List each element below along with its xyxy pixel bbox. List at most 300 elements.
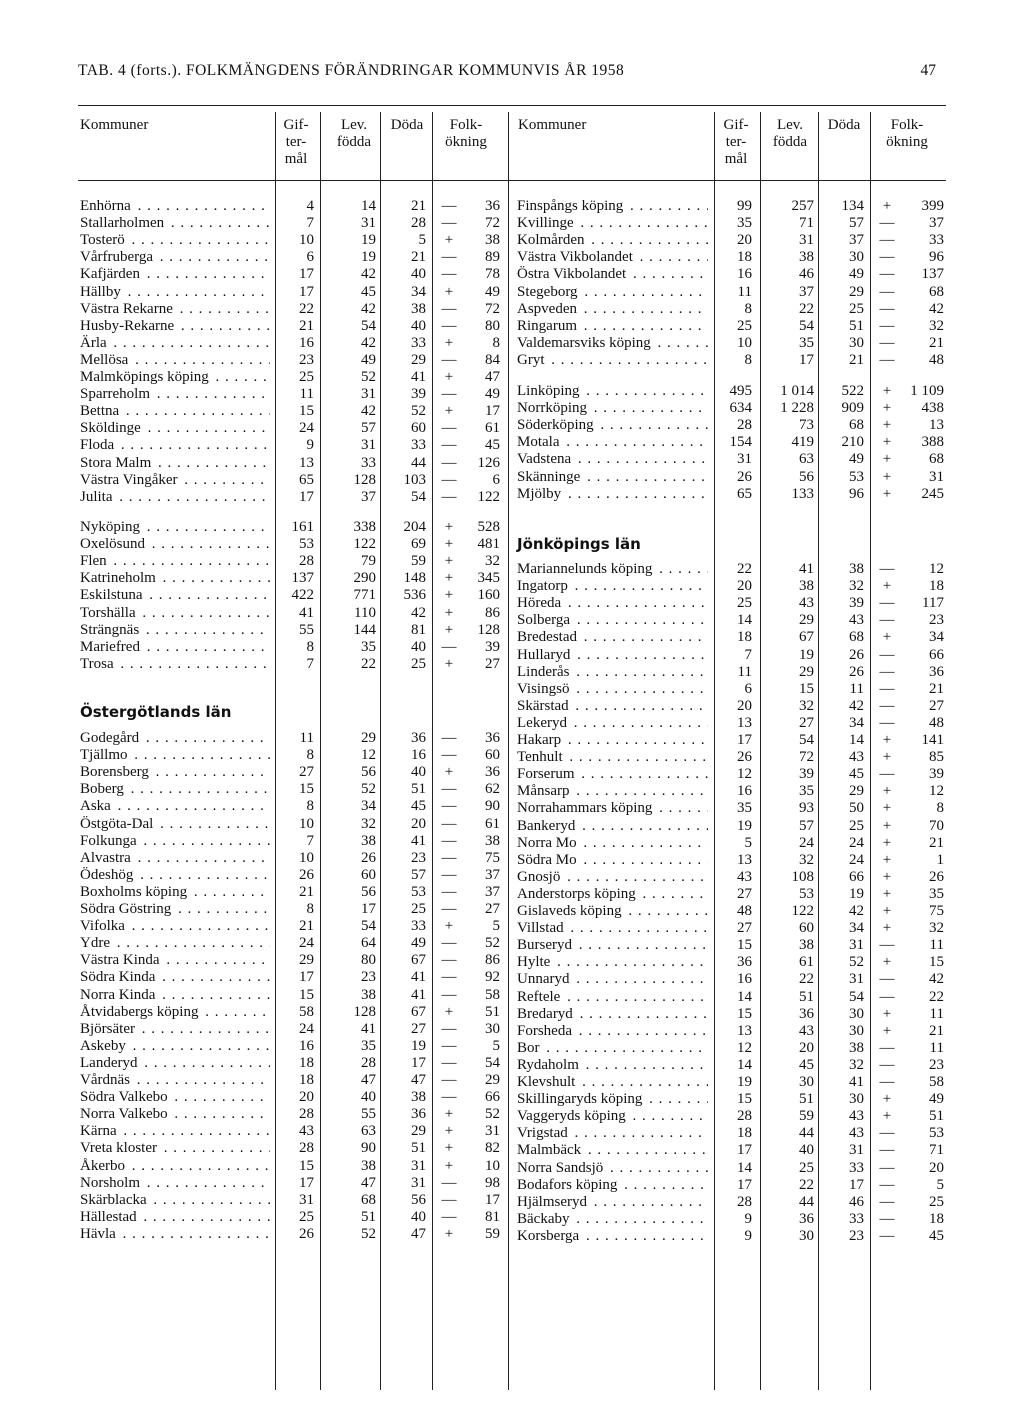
doda-value: 57: [411, 866, 426, 883]
folkokning-value: 1 109: [910, 383, 944, 399]
folkokning-value: 30: [485, 1020, 500, 1037]
folkokning-value: 117: [922, 595, 944, 612]
giftermal-value: 25: [737, 317, 752, 334]
levfodda-value: 12: [361, 747, 376, 764]
giftermal-value: 10: [299, 815, 314, 832]
folkokning-value: 438: [921, 400, 944, 417]
municipality-name: [80, 918, 270, 935]
municipality-label: Hällby: [80, 283, 121, 300]
giftermal-value: 14: [737, 1056, 752, 1073]
giftermal-value: 8: [306, 798, 314, 815]
doda-value: 42: [849, 903, 864, 919]
municipality-name: [517, 249, 708, 266]
municipality-name: [80, 284, 270, 301]
levfodda-value: 25: [799, 1159, 814, 1176]
giftermal-value: 9: [306, 437, 314, 454]
folkokning-value: 80: [485, 317, 500, 334]
doda-value: 39: [849, 595, 864, 612]
levfodda-value: 19: [361, 232, 376, 249]
municipality-label: Malmköpings köping: [80, 369, 209, 385]
change-sign: —: [441, 386, 457, 403]
levfodda-value: 38: [799, 578, 814, 595]
folkokning-value: 13: [929, 417, 944, 434]
municipality-name: [80, 1106, 270, 1123]
doda-value: 43: [849, 749, 864, 766]
change-sign: —: [879, 1193, 895, 1210]
folkokning-value: 39: [929, 766, 944, 783]
doda-value: 67: [411, 952, 426, 969]
doda-value: 11: [849, 680, 864, 697]
doda-value: 52: [849, 954, 864, 971]
change-sign: —: [879, 1074, 895, 1090]
col-kommuner-left: Kommuner: [80, 117, 149, 133]
change-sign: +: [882, 903, 892, 919]
doda-value: 50: [849, 800, 864, 817]
folkokning-value: 45: [929, 1227, 944, 1244]
levfodda-value: 54: [361, 918, 376, 935]
doda-value: 21: [411, 198, 426, 214]
doda-value: 204: [403, 519, 426, 535]
folkokning-value: 51: [485, 1003, 500, 1020]
giftermal-value: 17: [299, 1174, 314, 1191]
municipality-name: [80, 198, 270, 215]
levfodda-value: 38: [361, 1157, 376, 1174]
levfodda-value: 29: [361, 730, 376, 746]
municipality-label: Skänninge: [517, 468, 581, 485]
levfodda-value: 39: [799, 766, 814, 783]
municipality-label: Enhörna: [80, 198, 131, 214]
folkokning-value: 31: [485, 1123, 500, 1140]
change-sign: —: [879, 714, 895, 731]
folkokning-value: 388: [921, 434, 944, 451]
giftermal-value: 16: [737, 783, 752, 800]
doda-value: 49: [849, 266, 864, 283]
levfodda-value: 49: [361, 351, 376, 368]
municipality-label: Åkerbo: [80, 1157, 125, 1174]
giftermal-value: 8: [744, 351, 752, 368]
levfodda-value: 51: [799, 1091, 814, 1108]
giftermal-value: 15: [299, 1157, 314, 1174]
folkokning-value: 18: [929, 578, 944, 595]
giftermal-value: 23: [299, 351, 314, 368]
municipality-name: [517, 561, 708, 578]
change-sign: +: [882, 468, 892, 485]
change-sign: +: [882, 1022, 892, 1039]
doda-value: 46: [849, 1193, 864, 1210]
levfodda-value: 35: [361, 1037, 376, 1054]
giftermal-value: 18: [737, 629, 752, 646]
municipality-name: [517, 1057, 708, 1074]
divider: [508, 112, 509, 1390]
levfodda-value: 43: [799, 1022, 814, 1039]
folkokning-value: 141: [921, 732, 944, 748]
change-sign: +: [444, 1123, 454, 1140]
change-sign: +: [882, 954, 892, 971]
municipality-label: Åtvidabergs köping: [80, 1003, 199, 1020]
levfodda-value: 110: [354, 604, 376, 621]
folkokning-value: 12: [929, 783, 944, 800]
municipality-name: [517, 1228, 708, 1245]
doda-value: 41: [411, 369, 426, 385]
levfodda-value: 290: [353, 570, 376, 587]
municipality-label: Björsäter: [80, 1020, 135, 1037]
municipality-name: [80, 1209, 270, 1226]
change-sign: —: [879, 266, 895, 283]
change-sign: —: [441, 1054, 457, 1071]
doda-value: 39: [411, 386, 426, 403]
levfodda-value: 47: [361, 1072, 376, 1088]
municipality-name: [80, 232, 270, 249]
giftermal-value: 21: [299, 317, 314, 334]
giftermal-value: 35: [737, 215, 752, 232]
municipality-label: Mariefred: [80, 638, 140, 655]
doda-value: 47: [411, 1225, 426, 1242]
folkokning-value: 58: [929, 1074, 944, 1090]
change-sign: —: [879, 680, 895, 697]
doda-value: 25: [411, 901, 426, 917]
levfodda-value: 60: [799, 920, 814, 937]
municipality-name: [80, 318, 270, 335]
levfodda-value: 67: [799, 629, 814, 646]
levfodda-value: 64: [361, 935, 376, 952]
doda-value: 31: [849, 1142, 864, 1159]
divider: [432, 112, 433, 1390]
folkokning-value: 84: [485, 351, 500, 368]
municipality-name: [517, 318, 708, 335]
municipality-label: Boxholms köping: [80, 883, 188, 900]
municipality-name: [80, 798, 270, 815]
folkokning-value: 36: [485, 764, 500, 781]
municipality-label: Villstad: [517, 920, 564, 937]
levfodda-value: 32: [361, 815, 376, 832]
doda-value: 26: [849, 646, 864, 663]
doda-value: 134: [841, 198, 864, 214]
giftermal-value: 6: [744, 680, 752, 697]
doda-value: 25: [849, 817, 864, 834]
municipality-name: [80, 656, 270, 673]
municipality-name: [517, 954, 708, 971]
doda-value: 38: [849, 561, 864, 577]
doda-value: 19: [849, 885, 864, 902]
giftermal-value: 18: [737, 1125, 752, 1142]
municipality-label: Folkunga: [80, 832, 137, 849]
municipality-name: [517, 215, 708, 232]
levfodda-value: 32: [799, 697, 814, 714]
folkokning-value: 48: [929, 351, 944, 368]
giftermal-value: 25: [737, 595, 752, 612]
giftermal-value: 17: [299, 283, 314, 300]
doda-value: 59: [411, 553, 426, 570]
divider: [818, 112, 819, 1390]
municipality-name: [80, 570, 270, 587]
municipality-label: Ödeshög: [80, 866, 134, 883]
change-sign: —: [441, 300, 457, 317]
municipality-label: Katrineholm: [80, 570, 156, 587]
folkokning-value: 399: [921, 198, 944, 214]
folkokning-value: 32: [929, 317, 944, 334]
municipality-label: Ärla: [80, 334, 107, 351]
municipality-label: Vårdnäs: [80, 1072, 130, 1088]
levfodda-value: 30: [799, 1074, 814, 1090]
folkokning-value: 8: [936, 800, 944, 817]
giftermal-value: 25: [299, 1208, 314, 1225]
folkokning-value: 61: [485, 420, 500, 437]
giftermal-value: 11: [299, 386, 314, 403]
giftermal-value: 53: [299, 536, 314, 553]
giftermal-value: 24: [299, 420, 314, 437]
change-sign: +: [444, 918, 454, 935]
municipality-label: Solberga: [517, 612, 571, 629]
levfodda-value: 59: [799, 1108, 814, 1125]
page-number: 47: [920, 62, 936, 79]
folkokning-value: 31: [929, 468, 944, 485]
giftermal-value: 24: [299, 1020, 314, 1037]
giftermal-value: 21: [299, 883, 314, 900]
folkokning-value: 29: [485, 1072, 500, 1088]
doda-value: 29: [849, 783, 864, 800]
giftermal-value: 11: [299, 730, 314, 746]
municipality-name: [80, 335, 270, 352]
change-sign: —: [441, 986, 457, 1003]
doda-value: 40: [411, 266, 426, 283]
doda-value: 96: [849, 485, 864, 502]
levfodda-value: 38: [799, 249, 814, 266]
folkokning-value: 81: [485, 1208, 500, 1225]
folkokning-value: 68: [929, 451, 944, 468]
giftermal-value: 13: [299, 454, 314, 471]
municipality-label: Östgöta-Dal: [80, 815, 154, 832]
folkokning-value: 23: [929, 612, 944, 629]
giftermal-value: 27: [737, 885, 752, 902]
municipality-label: Burseryd: [517, 937, 572, 954]
giftermal-value: 15: [299, 986, 314, 1003]
doda-value: 31: [849, 937, 864, 954]
change-sign: +: [882, 629, 892, 646]
change-sign: —: [879, 1210, 895, 1227]
doda-value: 24: [849, 851, 864, 868]
folkokning-value: 27: [485, 655, 500, 672]
folkokning-value: 37: [929, 215, 944, 232]
municipality-name: [80, 437, 270, 454]
municipality-label: Boberg: [80, 781, 124, 798]
col-folkokning-left: Folk- ökning: [445, 117, 487, 150]
folkokning-value: 26: [929, 868, 944, 885]
levfodda-value: 54: [361, 317, 376, 334]
doda-value: 26: [849, 663, 864, 680]
municipality-name: [80, 1123, 270, 1140]
change-sign: —: [441, 935, 457, 952]
change-sign: +: [444, 764, 454, 781]
change-sign: —: [879, 595, 895, 612]
municipality-name: [517, 284, 708, 301]
folkokning-value: 27: [929, 697, 944, 714]
change-sign: +: [444, 369, 454, 385]
doda-value: 34: [411, 283, 426, 300]
municipality-label: Sköldinge: [80, 420, 141, 437]
municipality-label: Hylte: [517, 954, 551, 971]
levfodda-value: 54: [799, 317, 814, 334]
levfodda-value: 57: [361, 420, 376, 437]
giftermal-value: 28: [737, 417, 752, 434]
doda-value: 24: [849, 834, 864, 851]
municipality-name: [517, 920, 708, 937]
municipality-name: [517, 869, 708, 886]
levfodda-value: 32: [799, 851, 814, 868]
change-sign: +: [444, 587, 454, 604]
municipality-label: Linköping: [517, 383, 580, 399]
change-sign: —: [441, 849, 457, 866]
change-sign: —: [879, 249, 895, 266]
folkokning-value: 39: [485, 638, 500, 655]
change-sign: —: [441, 883, 457, 900]
giftermal-value: 26: [299, 1225, 314, 1242]
doda-value: 41: [411, 986, 426, 1003]
change-sign: +: [882, 783, 892, 800]
municipality-name: [80, 519, 270, 536]
doda-value: 30: [849, 1022, 864, 1039]
doda-value: 81: [411, 621, 426, 638]
folkokning-value: 49: [485, 283, 500, 300]
levfodda-value: 63: [799, 451, 814, 468]
municipality-name: [517, 1074, 708, 1091]
giftermal-value: 20: [737, 232, 752, 249]
municipality-label: Vårfruberga: [80, 249, 154, 266]
municipality-name: [80, 1089, 270, 1106]
municipality-label: Höreda: [517, 595, 562, 612]
change-sign: —: [441, 249, 457, 266]
giftermal-value: 20: [737, 697, 752, 714]
municipality-label: Västra Rekarne: [80, 300, 173, 317]
municipality-label: Visingsö: [517, 680, 570, 697]
doda-value: 44: [411, 454, 426, 471]
levfodda-value: 63: [361, 1123, 376, 1140]
municipality-label: Eskilstuna: [80, 587, 143, 604]
change-sign: —: [879, 612, 895, 629]
county-heading: Jönköpings län: [517, 535, 641, 553]
col-levfodda-right: Lev. födda: [772, 117, 808, 150]
municipality-name: [80, 301, 270, 318]
levfodda-value: 24: [799, 834, 814, 851]
municipality-name: [517, 852, 708, 869]
levfodda-value: 44: [799, 1193, 814, 1210]
levfodda-value: 71: [799, 215, 814, 232]
levfodda-value: 52: [361, 781, 376, 798]
municipality-label: Hullaryd: [517, 646, 571, 663]
municipality-label: Hällestad: [80, 1208, 137, 1225]
folkokning-value: 90: [485, 798, 500, 815]
municipality-name: [80, 386, 270, 403]
municipality-name: [517, 732, 708, 749]
doda-value: 23: [411, 849, 426, 866]
municipality-label: Östra Vikbolandet: [517, 266, 627, 283]
change-sign: —: [879, 1176, 895, 1193]
municipality-label: Strängnäs: [80, 621, 140, 638]
municipality-label: Vifolka: [80, 918, 125, 935]
municipality-name: [517, 352, 708, 369]
folkokning-value: 48: [929, 714, 944, 731]
levfodda-value: 47: [361, 1174, 376, 1191]
change-sign: —: [879, 317, 895, 334]
municipality-name: [80, 901, 270, 918]
change-sign: —: [879, 1159, 895, 1176]
municipality-label: Ydre: [80, 935, 110, 952]
giftermal-value: 422: [291, 587, 314, 604]
municipality-name: [80, 369, 270, 386]
folkokning-value: 21: [929, 680, 944, 697]
municipality-name: [517, 749, 708, 766]
folkokning-value: 126: [477, 454, 500, 471]
municipality-label: Klevshult: [517, 1074, 576, 1090]
giftermal-value: 43: [299, 1123, 314, 1140]
municipality-label: Alvastra: [80, 849, 131, 866]
folkokning-value: 61: [485, 815, 500, 832]
change-sign: —: [441, 198, 457, 214]
levfodda-value: 17: [361, 901, 376, 917]
levfodda-value: 57: [799, 817, 814, 834]
levfodda-value: 35: [799, 783, 814, 800]
doda-value: 51: [849, 317, 864, 334]
levfodda-value: 68: [361, 1191, 376, 1208]
folkokning-value: 34: [929, 629, 944, 646]
folkokning-value: 5: [492, 1037, 500, 1054]
levfodda-value: 45: [361, 283, 376, 300]
doda-value: 30: [849, 1091, 864, 1108]
change-sign: +: [882, 417, 892, 434]
municipality-label: Tosterö: [80, 232, 125, 249]
giftermal-value: 7: [306, 832, 314, 849]
doda-value: 40: [411, 317, 426, 334]
giftermal-value: 24: [299, 935, 314, 952]
doda-value: 43: [849, 1108, 864, 1125]
doda-value: 23: [849, 1227, 864, 1244]
change-sign: —: [441, 454, 457, 471]
municipality-label: Kolmården: [517, 232, 585, 249]
municipality-name: [517, 698, 708, 715]
municipality-label: Anderstorps köping: [517, 885, 636, 902]
folkokning-value: 36: [485, 730, 500, 746]
municipality-label: Mariannelunds köping: [517, 561, 653, 577]
doda-value: 148: [403, 570, 426, 587]
municipality-label: Korsberga: [517, 1227, 580, 1244]
levfodda-value: 133: [791, 485, 814, 502]
levfodda-value: 35: [799, 334, 814, 351]
doda-value: 536: [403, 587, 426, 604]
change-sign: —: [441, 815, 457, 832]
municipality-name: [80, 884, 270, 901]
change-sign: —: [879, 697, 895, 714]
change-sign: +: [882, 732, 892, 748]
levfodda-value: 45: [799, 1056, 814, 1073]
municipality-name: [80, 1140, 270, 1157]
doda-value: 29: [411, 351, 426, 368]
doda-value: 17: [849, 1176, 864, 1193]
levfodda-value: 19: [799, 646, 814, 663]
giftermal-value: 18: [737, 249, 752, 266]
municipality-label: Tenhult: [517, 749, 563, 766]
change-sign: +: [882, 485, 892, 502]
folkokning-value: 481: [477, 536, 500, 553]
giftermal-value: 15: [737, 937, 752, 954]
municipality-name: [80, 987, 270, 1004]
levfodda-value: 14: [361, 198, 376, 214]
levfodda-value: 122: [791, 903, 814, 919]
change-sign: —: [879, 1142, 895, 1159]
folkokning-value: 18: [929, 1210, 944, 1227]
municipality-label: Bettna: [80, 403, 120, 420]
giftermal-value: 20: [737, 578, 752, 595]
page-header: [78, 62, 946, 86]
giftermal-value: 18: [299, 1072, 314, 1088]
